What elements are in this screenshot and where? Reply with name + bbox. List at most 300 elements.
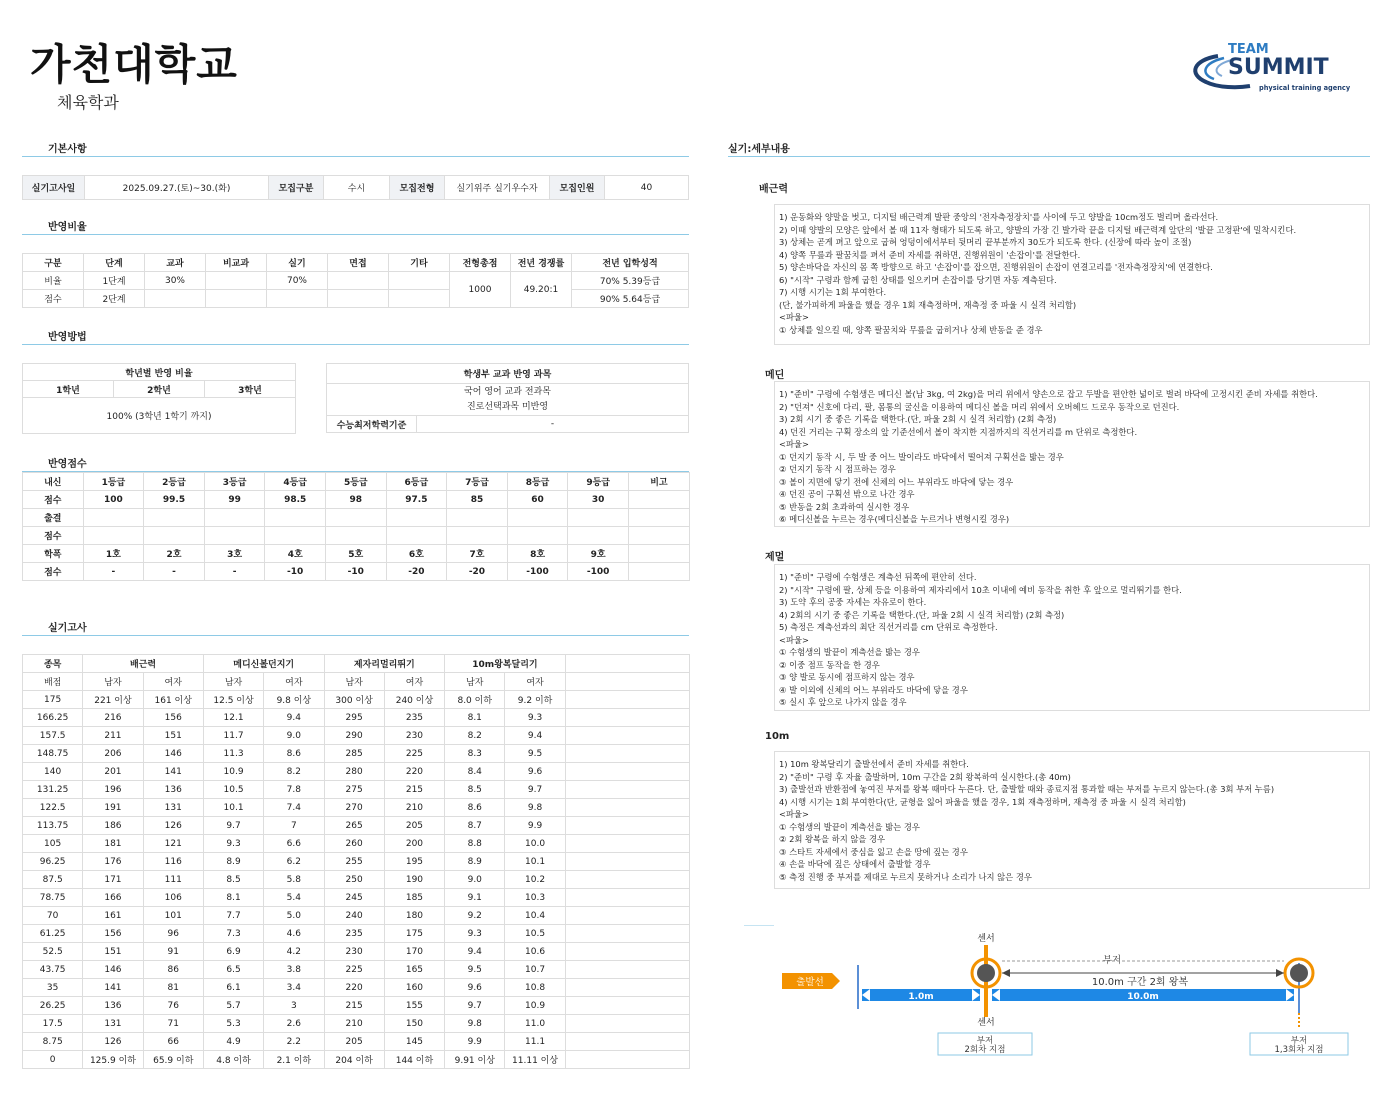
table-cell: 235 bbox=[324, 925, 384, 943]
grade-weight-table bbox=[22, 363, 296, 434]
detail-line: 6) "시작" 구령과 함께 굽힌 상태를 일으키며 손잡이를 당기면 자동 계측된다. bbox=[779, 274, 1057, 285]
table-cell: 8.75 bbox=[23, 1033, 83, 1051]
table-cell: 9.4 bbox=[445, 943, 505, 961]
table-cell: 6.6 bbox=[264, 835, 324, 853]
table-cell: 216 bbox=[83, 709, 143, 727]
table-cell bbox=[325, 527, 386, 545]
table-cell: 121 bbox=[143, 835, 203, 853]
table-cell: 11.1 bbox=[505, 1033, 565, 1051]
table-cell bbox=[447, 527, 508, 545]
table-cell: 52.5 bbox=[23, 943, 83, 961]
table-cell bbox=[565, 655, 689, 673]
table-cell: 87.5 bbox=[23, 871, 83, 889]
table-row bbox=[23, 1051, 690, 1069]
detail-title-back: 배근력 bbox=[759, 184, 788, 195]
sensor-label-bottom: 센서 bbox=[977, 1018, 995, 1028]
table-cell: 150 bbox=[384, 1015, 444, 1033]
table-cell: 201 bbox=[83, 763, 143, 781]
table-row bbox=[23, 925, 690, 943]
table-cell: 남자 bbox=[203, 673, 263, 691]
quota-value: 40 bbox=[605, 176, 689, 200]
detail-line: ① 던지기 동작 시, 두 발 중 어느 발이라도 바닥에서 떨어져 구획선을 밟는 경우 bbox=[779, 451, 1064, 462]
table-cell: 126 bbox=[143, 817, 203, 835]
table-cell: 1호 bbox=[83, 545, 144, 563]
table-cell: 166.25 bbox=[23, 709, 83, 727]
table-cell: 175 bbox=[23, 691, 83, 709]
table-cell: 9.3 bbox=[445, 925, 505, 943]
table-cell: 65.9 이하 bbox=[143, 1051, 203, 1069]
detail-box-run bbox=[774, 751, 1370, 889]
table-cell bbox=[144, 527, 205, 545]
table-cell bbox=[265, 527, 326, 545]
table-cell: 11.11 이상 bbox=[505, 1051, 565, 1069]
table-cell: 9.8 bbox=[445, 1015, 505, 1033]
table-cell: 146 bbox=[143, 745, 203, 763]
table-cell bbox=[628, 509, 689, 527]
table-cell: 9호 bbox=[568, 545, 629, 563]
table-cell: 122.5 bbox=[23, 799, 83, 817]
table-cell bbox=[565, 763, 689, 781]
table-cell: 전년 입학성적 bbox=[572, 254, 689, 272]
table-row bbox=[23, 799, 690, 817]
detail-line: ② 던지기 동작 시 점프하는 경우 bbox=[779, 464, 896, 474]
detail-line: 4) 2회의 시기 중 좋은 기록을 택한다.(단, 파울 2회 시 실격 처리함) (2회 측정) bbox=[779, 609, 1065, 620]
table-cell: 160 bbox=[384, 979, 444, 997]
table-cell bbox=[565, 943, 689, 961]
table-cell: 61.25 bbox=[23, 925, 83, 943]
table-cell: 225 bbox=[324, 961, 384, 979]
table-cell: 66 bbox=[143, 1033, 203, 1051]
table-cell: 12.1 bbox=[203, 709, 263, 727]
table-cell bbox=[206, 290, 267, 308]
table-cell: 200 bbox=[384, 835, 444, 853]
table-cell: 196 bbox=[83, 781, 143, 799]
table-cell: 8.2 bbox=[445, 727, 505, 745]
table-cell: 81 bbox=[143, 979, 203, 997]
section-ratio: 반영비율 bbox=[22, 218, 689, 235]
table-cell: -100 bbox=[568, 563, 629, 581]
detail-line: 5) 양손바닥을 자신의 몸 쪽 방향으로 하고 '손잡이'를 잡으면, 진행위원이 손잡이 연결고리를 '전자측정장치'에 연결한다. bbox=[779, 262, 1213, 272]
table-cell: 125.9 이하 bbox=[83, 1051, 143, 1069]
detail-line: <파울> bbox=[779, 439, 809, 449]
table-row bbox=[23, 961, 690, 979]
table-cell bbox=[565, 1015, 689, 1033]
table-cell bbox=[565, 1051, 689, 1069]
table-cell: 0 bbox=[23, 1051, 83, 1069]
table-cell: 6.2 bbox=[264, 853, 324, 871]
detail-line: 2) 이때 양발의 모양은 앞에서 볼 때 11자 형태가 되도록 하고, 양발의 가장 긴 발가락 끝을 디지털 배근력계 앞단의 '발끝 고정판'에 밀착시킨다. bbox=[779, 224, 1297, 235]
table-cell bbox=[206, 272, 267, 290]
table-cell: 78.75 bbox=[23, 889, 83, 907]
table-cell: -100 bbox=[507, 563, 568, 581]
table-cell bbox=[565, 961, 689, 979]
table-cell: 99.5 bbox=[144, 491, 205, 509]
table-cell: 6.9 bbox=[203, 943, 263, 961]
table-cell: 195 bbox=[384, 853, 444, 871]
table-cell bbox=[386, 527, 447, 545]
table-cell: 10.1 bbox=[505, 853, 565, 871]
table-cell: 3.4 bbox=[264, 979, 324, 997]
section-basic: 기본사항 bbox=[22, 140, 689, 157]
table-cell: 270 bbox=[324, 799, 384, 817]
table-cell: 8.9 bbox=[203, 853, 263, 871]
table-row bbox=[23, 563, 690, 581]
table-cell: 10m왕복달리기 bbox=[445, 655, 566, 673]
table-row bbox=[23, 727, 690, 745]
table-cell bbox=[265, 509, 326, 527]
table-cell: 10.1 bbox=[203, 799, 263, 817]
table-cell bbox=[565, 799, 689, 817]
basic-info-table bbox=[22, 175, 689, 200]
table-cell: 8.8 bbox=[445, 835, 505, 853]
table-cell: 136 bbox=[143, 781, 203, 799]
table-cell: 126 bbox=[83, 1033, 143, 1051]
table-cell: 260 bbox=[324, 835, 384, 853]
logo-summit-text: SUMMIT bbox=[1228, 55, 1329, 80]
grade-weight-title: 학년별 반영 비율 bbox=[23, 364, 296, 381]
table-cell: 여자 bbox=[143, 673, 203, 691]
detail-line: ① 수험생의 발끝이 계측선을 밟는 경우 bbox=[779, 647, 920, 657]
table-cell: 점수 bbox=[23, 290, 84, 308]
table-cell: 1등급 bbox=[83, 473, 144, 491]
table-cell: 7.7 bbox=[203, 907, 263, 925]
table-cell: 기타 bbox=[389, 254, 450, 272]
table-cell: 전년 경쟁률 bbox=[511, 254, 572, 272]
table-cell: 86 bbox=[143, 961, 203, 979]
table-cell: 2.1 이하 bbox=[264, 1051, 324, 1069]
table-cell: 186 bbox=[83, 817, 143, 835]
table-cell: 275 bbox=[324, 781, 384, 799]
table-cell bbox=[386, 509, 447, 527]
table-cell bbox=[565, 889, 689, 907]
table-cell: 96.25 bbox=[23, 853, 83, 871]
table-cell: 146 bbox=[83, 961, 143, 979]
score-table bbox=[22, 472, 690, 581]
table-cell bbox=[565, 871, 689, 889]
table-cell: 메디신볼던지기 bbox=[203, 655, 324, 673]
table-row bbox=[23, 871, 690, 889]
table-cell: 10.0 bbox=[505, 835, 565, 853]
table-cell: 9.7 bbox=[445, 997, 505, 1015]
table-cell: 배근력 bbox=[83, 655, 204, 673]
table-cell: 8.2 bbox=[264, 763, 324, 781]
table-cell: 8.6 bbox=[445, 799, 505, 817]
table-cell: 190 bbox=[384, 871, 444, 889]
table-cell: 206 bbox=[83, 745, 143, 763]
table-cell: 5.4 bbox=[264, 889, 324, 907]
detail-line: ⑤ 반동을 2회 초과하여 실시한 경우 bbox=[779, 501, 910, 512]
table-cell: 10.2 bbox=[505, 871, 565, 889]
table-cell: 101 bbox=[143, 907, 203, 925]
table-cell: 9.5 bbox=[445, 961, 505, 979]
recruit-type-label: 모집구분 bbox=[269, 176, 324, 200]
table-cell: 10.6 bbox=[505, 943, 565, 961]
table-cell bbox=[565, 691, 689, 709]
detail-line: ④ 발 이외에 신체의 어느 부위라도 바닥에 닿을 경우 bbox=[779, 684, 968, 695]
table-row bbox=[23, 943, 690, 961]
table-cell bbox=[83, 509, 144, 527]
table-cell: 종목 bbox=[23, 655, 83, 673]
table-cell: 8.9 bbox=[445, 853, 505, 871]
table-cell: 11.0 bbox=[505, 1015, 565, 1033]
table-cell: 26.25 bbox=[23, 997, 83, 1015]
table-cell: 171 bbox=[83, 871, 143, 889]
table-cell: -20 bbox=[386, 563, 447, 581]
ratio-table bbox=[22, 253, 689, 308]
table-cell: 30 bbox=[568, 491, 629, 509]
table-cell: 12.5 이상 bbox=[203, 691, 263, 709]
table-cell: 10.5 bbox=[505, 925, 565, 943]
detail-line: 5) 측정은 계측선과의 최단 직선거리를 cm 단위로 측정한다. bbox=[779, 622, 998, 632]
table-cell: 71 bbox=[143, 1015, 203, 1033]
table-cell: 166 bbox=[83, 889, 143, 907]
buzzer-top-label: 부저 bbox=[1102, 955, 1122, 966]
table-cell: 290 bbox=[324, 727, 384, 745]
table-row bbox=[23, 835, 690, 853]
table-cell: 8.1 bbox=[203, 889, 263, 907]
table-cell: 9.8 bbox=[505, 799, 565, 817]
table-cell bbox=[389, 290, 450, 308]
table-cell: 9.3 bbox=[505, 709, 565, 727]
table-cell: 215 bbox=[324, 997, 384, 1015]
distance-1m-label: 1.0m bbox=[908, 992, 934, 1002]
table-cell: 10.3 bbox=[505, 889, 565, 907]
detail-line: 4) 던진 거리는 구획 장소의 앞 기준선에서 볼이 착지한 지점까지의 직선거리를 m 단위로 측정한다. bbox=[779, 426, 1138, 437]
table-cell: 144 이하 bbox=[384, 1051, 444, 1069]
table-cell: 비고 bbox=[628, 473, 689, 491]
table-cell: 9.1 bbox=[445, 889, 505, 907]
detail-line: 3) 2회 시기 중 좋은 기록을 택한다.(단, 파울 2회 시 실격 처리함) (2회 측정) bbox=[779, 414, 1057, 424]
table-cell: -20 bbox=[447, 563, 508, 581]
table-cell bbox=[565, 745, 689, 763]
table-cell: 1단계 bbox=[84, 272, 145, 290]
table-cell: 10.9 bbox=[505, 997, 565, 1015]
detail-line: ③ 스타트 자세에서 중심을 잃고 손을 땅에 짚는 경우 bbox=[779, 846, 968, 857]
table-cell: 9.6 bbox=[505, 763, 565, 781]
table-cell bbox=[145, 290, 206, 308]
table-cell: 점수 bbox=[23, 491, 84, 509]
table-cell: 출결 bbox=[23, 509, 84, 527]
detail-line: 2) "준비" 구령 후 자율 출발하며, 10m 구간을 2회 왕복하여 실시한다.(총 40m) bbox=[779, 771, 1071, 782]
detail-line: (단, 불가피하게 파울을 했을 경우 1회 재측정하며, 재측정 중 파울 시 실격 처리함) bbox=[779, 299, 1077, 310]
table-cell: 60 bbox=[507, 491, 568, 509]
table-cell: 230 bbox=[324, 943, 384, 961]
detail-box-jump bbox=[774, 564, 1370, 711]
table-cell bbox=[568, 527, 629, 545]
table-cell: 98 bbox=[325, 491, 386, 509]
table-cell bbox=[204, 509, 265, 527]
table-cell bbox=[628, 563, 689, 581]
table-cell: 여자 bbox=[384, 673, 444, 691]
table-row bbox=[23, 1033, 690, 1051]
table-cell: 9.5 bbox=[505, 745, 565, 763]
table-cell: 9.4 bbox=[264, 709, 324, 727]
table-cell: 비율 bbox=[23, 272, 84, 290]
detail-line: ② 2회 왕복을 하지 않을 경우 bbox=[779, 834, 886, 844]
table-cell: 2.2 bbox=[264, 1033, 324, 1051]
table-cell: 245 bbox=[324, 889, 384, 907]
table-cell: 221 이상 bbox=[83, 691, 143, 709]
subject-list: 국어 영어 교과 전과목 진로선택과목 미반영 bbox=[327, 384, 689, 416]
table-cell bbox=[565, 1033, 689, 1051]
table-row bbox=[23, 745, 690, 763]
table-cell: 91 bbox=[143, 943, 203, 961]
table-cell: 156 bbox=[83, 925, 143, 943]
table-cell: 2호 bbox=[144, 545, 205, 563]
table-cell: 9.7 bbox=[505, 781, 565, 799]
subject-title: 학생부 교과 반영 과목 bbox=[327, 364, 689, 384]
hand-icon-2 bbox=[1290, 964, 1308, 982]
distance-10m-label: 10.0m bbox=[1127, 992, 1159, 1002]
detail-line: <파울> bbox=[779, 634, 809, 645]
table-cell: 학폭 bbox=[23, 545, 84, 563]
table-cell: 점수 bbox=[23, 563, 84, 581]
table-cell: - bbox=[83, 563, 144, 581]
sensor-label-top: 센서 bbox=[977, 934, 995, 944]
table-cell: 235 bbox=[384, 709, 444, 727]
table-cell: 111 bbox=[143, 871, 203, 889]
table-row bbox=[23, 709, 690, 727]
table-cell: 5등급 bbox=[325, 473, 386, 491]
table-cell: 3.8 bbox=[264, 961, 324, 979]
table-cell: 7.8 bbox=[264, 781, 324, 799]
table-cell: 151 bbox=[143, 727, 203, 745]
table-cell: 2등급 bbox=[144, 473, 205, 491]
grade-1: 1학년 bbox=[23, 381, 114, 398]
table-cell bbox=[628, 527, 689, 545]
table-row bbox=[23, 1015, 690, 1033]
table-cell: 220 bbox=[384, 763, 444, 781]
table-cell: 285 bbox=[324, 745, 384, 763]
table-cell: 161 bbox=[83, 907, 143, 925]
table-cell: - bbox=[204, 563, 265, 581]
detail-line: 1) "준비" 구령에 수험생은 계측선 뒤쪽에 편안히 선다. bbox=[779, 572, 977, 582]
table-cell bbox=[328, 290, 389, 308]
table-cell: 240 bbox=[324, 907, 384, 925]
detail-line: ③ 볼이 지면에 닿기 전에 신체의 어느 부위라도 바닥에 닿는 경우 bbox=[779, 476, 1014, 487]
table-cell: 295 bbox=[324, 709, 384, 727]
table-cell: 43.75 bbox=[23, 961, 83, 979]
table-cell: 136 bbox=[83, 997, 143, 1015]
table-cell: 9.7 bbox=[203, 817, 263, 835]
table-cell: 여자 bbox=[505, 673, 565, 691]
table-cell: 1000 bbox=[450, 272, 511, 308]
section-score: 반영점수 bbox=[22, 455, 689, 472]
table-row bbox=[23, 979, 690, 997]
detail-line: 1) "준비" 구령에 수험생은 메디신 볼(남 3kg, 여 2kg)을 머리 위에서 양손으로 잡고 두발을 편안한 넓이로 벌려 바닥에 고정시킨 준비 자세를 취한다. bbox=[779, 389, 1318, 399]
table-cell: 215 bbox=[384, 781, 444, 799]
detail-line: <파울> bbox=[779, 312, 809, 322]
table-cell: 210 bbox=[324, 1015, 384, 1033]
section-method: 반영방법 bbox=[22, 328, 689, 345]
grade-weight-value: 100% (3학년 1학기 까지) bbox=[23, 398, 296, 434]
table-cell: 10.9 bbox=[203, 763, 263, 781]
table-cell: -10 bbox=[325, 563, 386, 581]
table-cell bbox=[565, 709, 689, 727]
recruit-type-value: 수시 bbox=[324, 176, 390, 200]
buzzer-point2-desc: 2회차 지점 bbox=[964, 1045, 1006, 1055]
table-row bbox=[23, 853, 690, 871]
table-cell bbox=[628, 491, 689, 509]
table-cell: 220 bbox=[324, 979, 384, 997]
table-cell: 9.9 bbox=[505, 817, 565, 835]
table-cell: 6호 bbox=[386, 545, 447, 563]
detail-line: <파울> bbox=[779, 809, 809, 819]
table-cell: 교과 bbox=[145, 254, 206, 272]
table-cell: 300 이상 bbox=[324, 691, 384, 709]
table-cell bbox=[628, 545, 689, 563]
table-cell: 7등급 bbox=[447, 473, 508, 491]
table-cell bbox=[565, 979, 689, 997]
detail-box-medicine bbox=[774, 381, 1370, 527]
table-cell bbox=[389, 272, 450, 290]
table-cell: 191 bbox=[83, 799, 143, 817]
subject-table bbox=[326, 363, 689, 433]
table-cell: 90% 5.64등급 bbox=[572, 290, 689, 308]
table-cell: 210 bbox=[384, 799, 444, 817]
table-cell: 5.3 bbox=[203, 1015, 263, 1033]
table-cell: - bbox=[144, 563, 205, 581]
table-cell: 100 bbox=[83, 491, 144, 509]
table-cell: 10.4 bbox=[505, 907, 565, 925]
table-cell bbox=[204, 527, 265, 545]
table-cell: 5호 bbox=[325, 545, 386, 563]
department-subtitle: 체육학과 bbox=[57, 93, 119, 112]
table-cell: 85 bbox=[447, 491, 508, 509]
table-cell: 151 bbox=[83, 943, 143, 961]
table-cell: 9.8 이상 bbox=[264, 691, 324, 709]
table-cell: 8.1 bbox=[445, 709, 505, 727]
table-cell: 131 bbox=[143, 799, 203, 817]
table-cell: 8.4 bbox=[445, 763, 505, 781]
table-cell: 98.5 bbox=[265, 491, 326, 509]
practical-score-table bbox=[22, 654, 690, 1069]
table-cell bbox=[144, 509, 205, 527]
table-cell bbox=[565, 907, 689, 925]
table-cell: 남자 bbox=[324, 673, 384, 691]
table-cell: 106 bbox=[143, 889, 203, 907]
table-row bbox=[23, 509, 690, 527]
table-cell: 4호 bbox=[265, 545, 326, 563]
table-cell: 8.0 이하 bbox=[445, 691, 505, 709]
table-cell: 99 bbox=[204, 491, 265, 509]
track-label: 모집전형 bbox=[390, 176, 445, 200]
table-cell: 17.5 bbox=[23, 1015, 83, 1033]
table-cell: 단계 bbox=[84, 254, 145, 272]
detail-line: ⑥ 메디신볼을 누르는 경우(메디신볼을 누르거나 변형시킬 경우) bbox=[779, 514, 1010, 524]
table-cell: 비교과 bbox=[206, 254, 267, 272]
table-cell: 9.3 bbox=[203, 835, 263, 853]
table-cell: 남자 bbox=[445, 673, 505, 691]
detail-line: ③ 양 발로 동시에 점프하지 않는 경우 bbox=[779, 672, 915, 682]
table-row bbox=[23, 781, 690, 799]
table-cell: 제자리멀리뛰기 bbox=[324, 655, 445, 673]
table-cell: 5.8 bbox=[264, 871, 324, 889]
table-row bbox=[23, 817, 690, 835]
detail-line: 3) 도약 후의 공중 자세는 자유로이 한다. bbox=[779, 597, 927, 607]
section-practical: 실기고사 bbox=[22, 619, 689, 636]
table-cell: 156 bbox=[143, 709, 203, 727]
grade-3: 3학년 bbox=[205, 381, 296, 398]
detail-line: ① 수험생의 발끝이 계측선을 밟는 경우 bbox=[779, 821, 920, 832]
table-cell: 8호 bbox=[507, 545, 568, 563]
table-cell: 140 bbox=[23, 763, 83, 781]
table-row bbox=[23, 907, 690, 925]
table-cell: 30% bbox=[145, 272, 206, 290]
table-cell: 4등급 bbox=[265, 473, 326, 491]
detail-line: ④ 손을 바닥에 짚은 상태에서 출발할 경우 bbox=[779, 859, 931, 869]
table-cell: 96 bbox=[143, 925, 203, 943]
